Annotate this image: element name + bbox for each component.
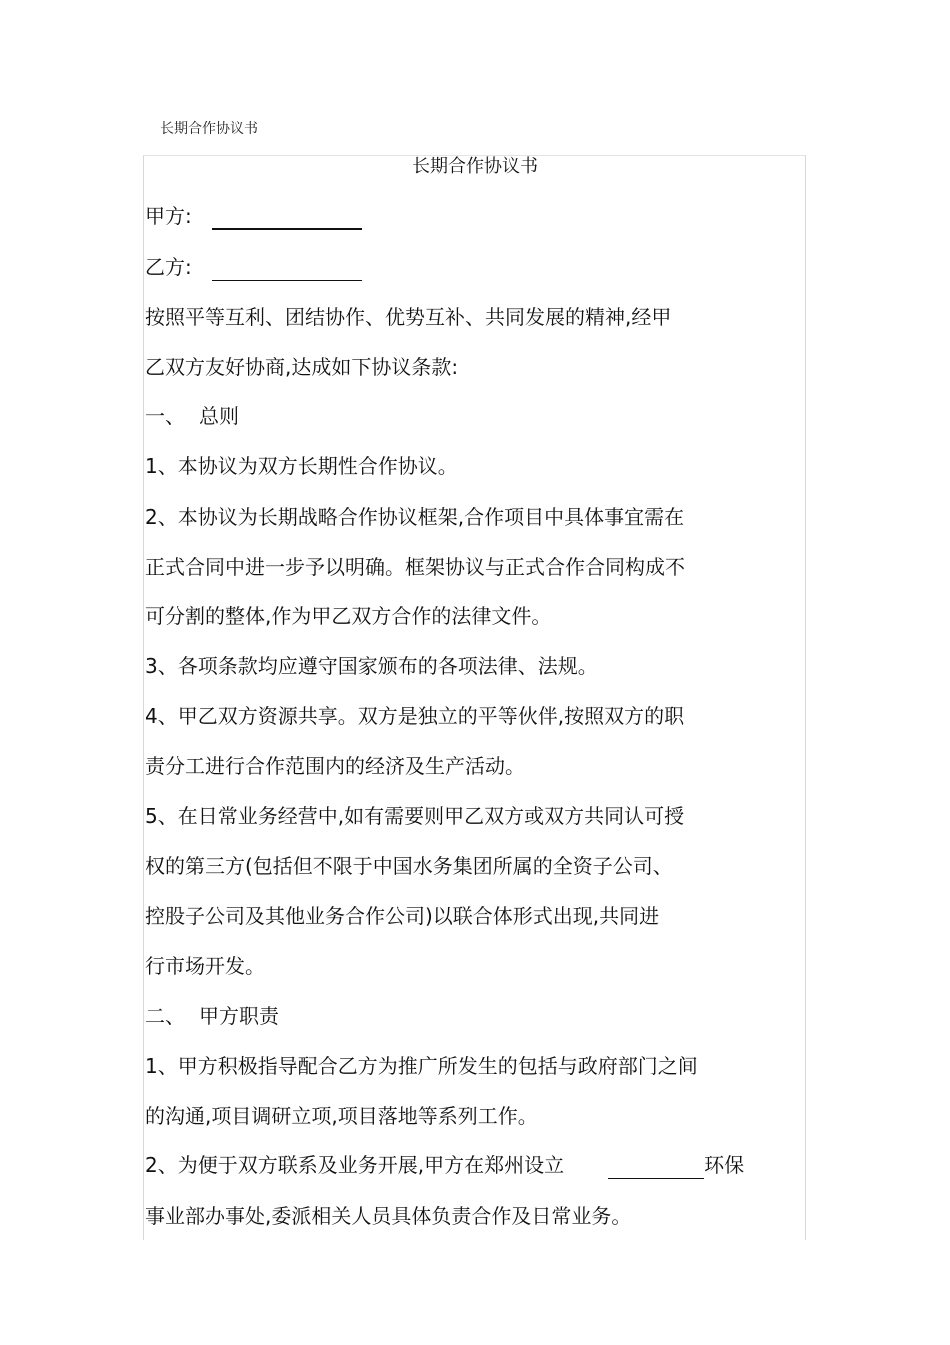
- page-header-title: 长期合作协议书: [160, 121, 258, 137]
- section-number: 一、: [145, 404, 185, 428]
- section-title: 甲方职责: [199, 1004, 279, 1028]
- section-heading: [145, 402, 239, 430]
- party-b-label: 乙方:: [145, 255, 192, 279]
- intro-line: 按照平等互利、团结协作、优势互补、共同发展的精神,经甲: [145, 305, 672, 329]
- clause-line: 可分割的整体,作为甲乙双方合作的法律文件。: [145, 604, 552, 628]
- clause-line: 行市场开发。: [145, 954, 265, 978]
- clause-line: 事业部办事处,委派相关人员具体负责合作及日常业务。: [145, 1204, 632, 1228]
- clause-line: 1、甲方积极指导配合乙方为推广所发生的包括与政府部门之间: [145, 1054, 698, 1078]
- clause-line: 权的第三方(包括但不限于中国水务集团所属的全资子公司、: [145, 854, 673, 878]
- party-b-row: [145, 253, 362, 281]
- party-a-label: 甲方:: [145, 204, 192, 228]
- party-a-blank: [212, 206, 362, 230]
- clause-line: 4、甲乙双方资源共享。双方是独立的平等伙伴,按照双方的职: [145, 704, 685, 728]
- intro-line: 乙双方友好协商,达成如下协议条款:: [145, 355, 459, 379]
- party-a-row: [145, 202, 362, 230]
- clause-line: 责分工进行合作范围内的经济及生产活动。: [145, 754, 525, 778]
- clause-line: 3、各项条款均应遵守国家颁布的各项法律、法规。: [145, 654, 598, 678]
- party-b-blank: [212, 258, 362, 281]
- clause-line: 正式合同中进一步予以明确。框架协议与正式合作合同构成不: [145, 555, 685, 579]
- clause-text: 2、为便于双方联系及业务开展,甲方在郑州设立: [145, 1153, 565, 1177]
- clause-line: 5、在日常业务经营中,如有需要则甲乙双方或双方共同认可授: [145, 804, 685, 828]
- clause-line: 2、本协议为长期战略合作协议框架,合作项目中具体事宜需在: [145, 505, 685, 529]
- clause-line-with-blank: [145, 1151, 744, 1179]
- clause-line: 的沟通,项目调研立项,项目落地等系列工作。: [145, 1104, 538, 1128]
- section-title: 总则: [199, 404, 239, 428]
- section-number: 二、: [145, 1004, 185, 1028]
- clause-line: 控股子公司及其他业务合作公司)以联合体形式出现,共同进: [145, 904, 660, 928]
- section-heading: [145, 1002, 279, 1030]
- document-title: 长期合作协议书: [412, 156, 538, 177]
- clause-text: 环保: [704, 1153, 745, 1177]
- clause-line: 1、本协议为双方长期性合作协议。: [145, 454, 458, 478]
- office-name-blank: [608, 1156, 704, 1179]
